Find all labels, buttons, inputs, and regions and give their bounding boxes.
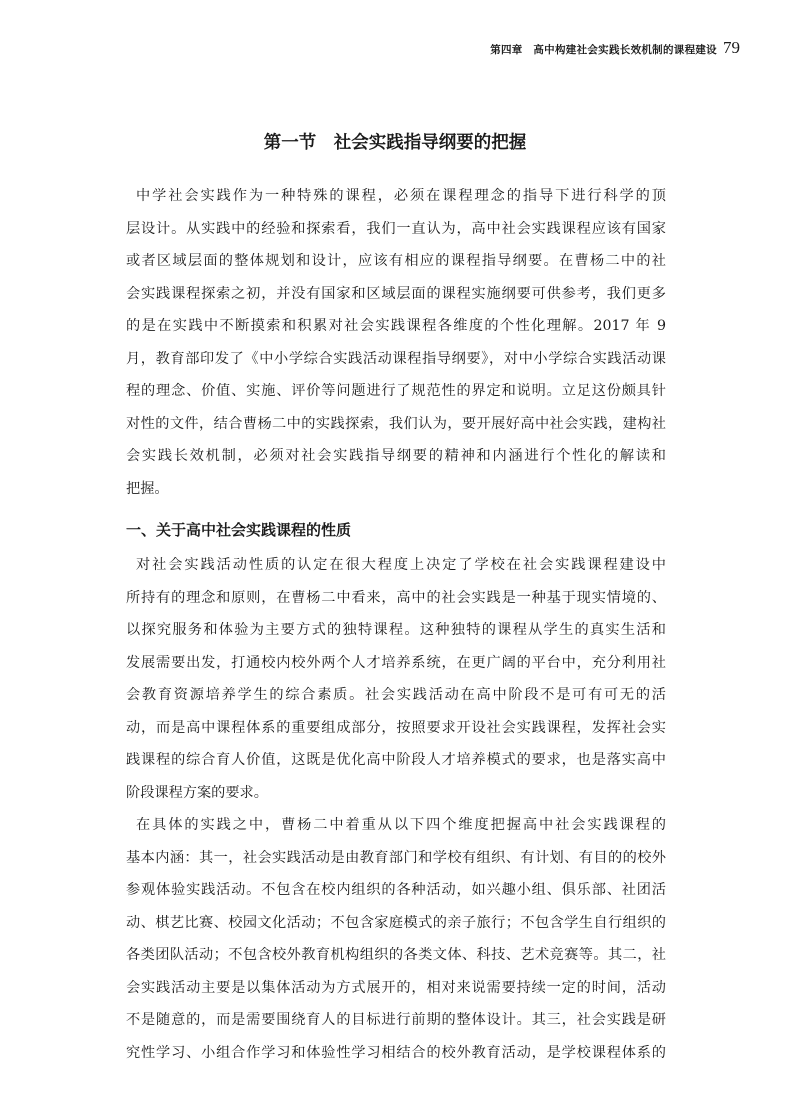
paragraph-line: 对性的文件，结合曹杨二中的实践探索，我们认为，要开展好高中社会实践，建构社 — [126, 415, 666, 432]
section-title: 第一节 社会实践指导纲要的把握 — [263, 133, 527, 153]
paragraph-line: 践课程的综合育人价值，这既是优化高中阶段人才培养模式的要求，也是落实高中 — [126, 752, 666, 768]
paragraph-line: 动、棋艺比赛、校园文化活动；不包含家庭模式的亲子旅行；不包含学生自行组织的 — [126, 914, 666, 931]
paragraph-line: 会实践课程探索之初，并没有国家和区域层面的课程实施纲要可供参考，我们更多 — [126, 285, 666, 302]
paragraph-line: 的是在实践中不断摸索和积累对社会实践课程各维度的个性化理解。2017 年 9 — [126, 318, 666, 334]
paragraph-line: 在具体的实践之中，曹杨二中着重从以下四个维度把握高中社会实践课程的 — [136, 817, 666, 833]
paragraph-line: 月，教育部印发了《中小学综合实践活动课程指导纲要》，对中小学综合实践活动课 — [126, 350, 666, 367]
subsection-title: 一、关于高中社会实践课程的性质 — [126, 521, 352, 539]
paragraph-line: 以探究服务和体验为主要方式的独特课程。这种独特的课程从学生的真实生活和 — [126, 622, 666, 638]
paragraph-line: 各类团队活动；不包含校外教育机构组织的各类文体、科技、艺术竞赛等。其二，社 — [126, 947, 666, 963]
paragraph-line: 发展需要出发，打通校内校外两个人才培养系统，在更广阔的平台中，充分利用社 — [126, 654, 666, 671]
paragraph-line: 对社会实践活动性质的认定在很大程度上决定了学校在社会实践课程建设中 — [136, 557, 666, 573]
paragraph-line: 不是随意的，而是需要围绕育人的目标进行前期的整体设计。其三，社会实践是研 — [126, 1012, 666, 1028]
page-number: 79 — [723, 38, 740, 57]
paragraph-line: 中学社会实践作为一种特殊的课程，必须在课程理念的指导下进行科学的顶 — [136, 188, 666, 204]
paragraph-dimensions — [126, 809, 666, 1069]
paragraph-line: 阶段课程方案的要求。 — [126, 784, 268, 801]
paragraph-line: 会教育资源培养学生的综合素质。社会实践活动在高中阶段不是可有可无的活 — [126, 687, 666, 703]
paragraph-line: 动，而是高中课程体系的重要组成部分，按照要求开设社会实践课程，发挥社会实 — [126, 719, 666, 736]
paragraph-line: 所持有的理念和原则，在曹杨二中看来，高中的社会实践是一种基于现实情境的、 — [126, 589, 666, 606]
intro-paragraph — [126, 180, 666, 505]
paragraph-line: 或者区域层面的整体规划和设计，应该有相应的课程指导纲要。在曹杨二中的社 — [126, 253, 666, 269]
paragraph-line: 会实践活动主要是以集体活动为方式展开的，相对来说需要持续一定的时间，活动 — [126, 979, 666, 996]
chapter-title: 第四章 高中构建社会实践长效机制的课程建设 — [490, 44, 717, 56]
running-header — [120, 38, 740, 58]
paragraph-line: 会实践长效机制，必须对社会实践指导纲要的精神和内涵进行个性化的解读和 — [126, 448, 666, 464]
paragraph-nature — [126, 549, 666, 809]
paragraph-line: 参观体验实践活动。不包含在校内组织的各种活动，如兴趣小组、俱乐部、社团活 — [126, 882, 666, 898]
paragraph-line: 层设计。从实践中的经验和探索看，我们一直认为，高中社会实践课程应该有国家 — [126, 220, 666, 237]
paragraph-line: 究性学习、小组合作学习和体验性学习相结合的校外教育活动，是学校课程体系的 — [126, 1044, 666, 1061]
paragraph-line: 把握。 — [126, 480, 169, 497]
paragraph-line: 基本内涵：其一，社会实践活动是由教育部门和学校有组织、有计划、有目的的校外 — [126, 849, 666, 866]
paragraph-line: 程的理念、价值、实施、评价等问题进行了规范性的界定和说明。立足这份颇具针 — [126, 383, 666, 399]
